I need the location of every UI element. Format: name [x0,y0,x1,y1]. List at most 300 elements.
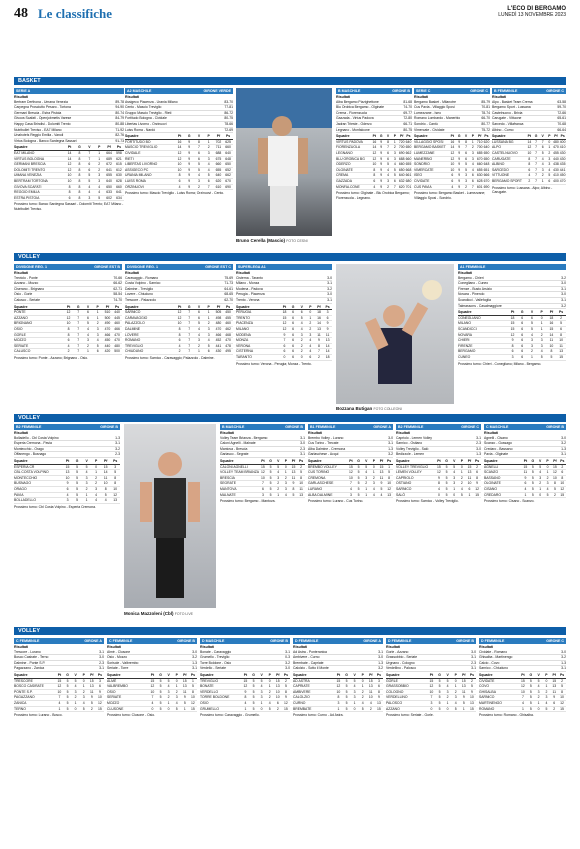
stat-value: 0 [460,464,463,469]
stat-value: 10 [549,343,554,348]
stat-value: 10 [67,178,72,183]
basket-photo [236,88,332,236]
stat-value: 13 [559,349,564,354]
teams-label: Squadre [14,145,28,150]
stat-label: Pt [527,134,532,139]
stat-value: 2 [67,349,70,354]
column-header [484,424,566,430]
table-row [14,196,124,202]
stat-value: 5 [252,700,255,705]
stat-value: 5 [284,684,287,689]
stat-value: 500 [104,315,111,320]
team-name: MANTOVA [220,486,237,491]
league-name: C FEMMINILE [16,639,40,643]
stat-value: 2 [553,706,556,711]
stat-value: 10 [65,475,70,480]
teams-label: Squadre [14,672,28,677]
stat-value: 5 [207,173,210,178]
stat-value: 12 [67,162,72,167]
stat-value: 11 [462,689,466,694]
score: 3-1 [99,649,104,654]
stat-value: 6 [521,343,524,348]
results-label: Risultati [14,645,29,649]
league-name: DIVISIONE REG. 1 [127,265,158,269]
stat-value: 6 [292,315,295,320]
stat-value: 6 [451,178,454,183]
stat-value: 13 [182,684,187,689]
stat-value: 5 [96,343,99,348]
stat-value: 5 [269,492,272,497]
stat-value: 8 [388,475,391,480]
team-name: SALÒ [396,492,406,497]
stat-label: G [357,458,360,463]
stat-label: G [252,672,255,677]
team-name: AZZANO [14,315,28,320]
stat-value: 2 [318,354,320,359]
stat-label: P [268,672,271,677]
league-name: B2 FEMMINILE [16,425,42,429]
stat-value: 6 [309,354,312,359]
stat-value: 6 [541,145,544,150]
stat-value: 10 [66,321,71,326]
stat-value: 5 [87,321,89,326]
stat-value: 5 [445,464,448,469]
stat-value: 5 [300,470,303,475]
stat-value: 9 [188,162,191,167]
stat-value: 9 [380,150,383,155]
stat-value: 7 [188,315,191,320]
stat-value: 8 [560,332,563,337]
stat-value: 3 [95,486,98,491]
stat-value: 4 [151,700,154,705]
stat-value: 2 [82,689,85,694]
stat-value: 470 [104,326,111,331]
stat-value: 0 [446,706,449,711]
stat-value: 4 [546,486,549,491]
stat-value: 450 [559,173,566,178]
stat-label: Pf [369,672,373,677]
table-row [107,707,197,713]
stat-value: 640 [225,150,231,155]
stat-value: 5 [345,684,348,689]
league-group: GIRONE A [373,425,391,429]
stat-value: 4 [284,492,287,497]
stat-value: 650 [398,167,405,172]
stat-value: 6 [524,481,527,486]
stat-value: 5 [357,464,360,469]
stat-value: 14 [67,156,72,161]
stat-value: 9 [458,139,461,144]
match: Germani Brescia - Estra Pistoia [14,110,62,115]
team-name: LEGNANO [336,150,353,155]
stat-value: 10 [553,475,557,480]
match: Torre Boldone - Osio [200,660,232,665]
stat-value: 18 [317,310,321,315]
stat-value: 620 [398,184,405,189]
stat-label: V [541,134,544,139]
stat-value: 7 [430,695,433,700]
teams-label: Squadre [293,672,307,677]
league-name: B1 FEMMINILE [310,425,336,429]
next-round-note: Prossimo turno: Lussana - Alpo; Albino - Carugate. [492,185,553,195]
column-header [14,638,104,644]
stat-value: 1 [87,349,89,354]
match: Firenze - Busto Arsizio [458,286,492,291]
score: 1-3 [476,452,481,457]
stat-value: 498 [215,315,222,320]
stat-value: 5 [445,475,448,480]
stat-value: 4 [309,349,312,354]
stat-value: 12 [177,315,182,320]
stat-value: 2 [361,689,364,694]
stat-value: 652 [225,167,231,172]
stat-value: 2 [546,475,549,480]
stat-value: 7 [188,321,191,326]
team-name: GRASSOBBIO [386,684,409,689]
score: 3-0 [327,275,332,280]
stat-label: G [457,134,461,139]
league-group: GIRONE B [285,425,303,429]
stat-value: 4 [87,332,89,337]
stat-value: 664 [106,150,112,155]
result-row [107,666,197,672]
stat-value: 9 [458,145,461,150]
score: 69-77 [403,110,412,115]
stat-label: V [74,672,77,677]
stat-value: 3 [453,475,456,480]
team-name: TRESCORE [14,678,33,683]
stat-value: 13 [89,684,94,689]
stat-value: 660 [116,184,122,189]
team-name: BOSCO CASIRATE [14,684,44,689]
stat-value: 6 [276,700,279,705]
stat-value: 15 [461,678,466,683]
stat-label: P [454,672,457,677]
team-name: FIORENZUOLA [336,145,361,150]
league-name: B MASCHILE [338,89,361,93]
team-name: CUS TORINO [308,470,330,475]
results-label: Risultati [125,95,140,99]
stat-value: 410 [553,173,559,178]
results-label: Risultati [236,271,251,275]
stat-value: 5 [445,470,448,475]
teams-label: Squadre [414,134,428,139]
stat-value: 445 [114,315,120,320]
stat-value: 8 [337,695,340,700]
stat-value: 4 [521,700,524,705]
score: 72-69 [224,127,233,132]
team-name: ASSIGECO PC [125,167,149,172]
stat-value: 12 [387,486,391,491]
league-name: D FEMMINILE [295,639,319,643]
stat-value: 3 [74,689,77,694]
results-label: Risultati [107,645,122,649]
score: 2-3 [476,441,481,446]
stat-value: 13 [552,684,557,689]
stat-value: 3 [87,338,89,343]
column-header [236,264,332,270]
stat-value: 5 [159,689,162,694]
stat-value: 470 [559,178,566,183]
score: 3-1 [327,297,332,302]
stat-value: 410 [559,145,566,150]
team-name: DALMINE [125,326,141,331]
stat-label: Pf [276,672,280,677]
stat-value: 5 [76,498,78,503]
stat-value: 5 [380,486,383,491]
stat-value: 9 [458,150,461,155]
stat-value: 2 [268,689,271,694]
match: Treviolo - Ponte [14,275,38,280]
league-group: GIRONE B [392,89,410,93]
stat-value: 6 [283,349,286,354]
stat-value: 16 [450,139,455,144]
stat-value: 5 [269,481,272,486]
stat-value: 12 [66,315,71,320]
stat-value: 2 [387,184,389,189]
team-name: ESPERIA CR [14,464,35,469]
stat-label: G [66,672,69,677]
stat-value: 5 [198,162,200,167]
stat-value: 3 [207,150,210,155]
stat-value: 5 [277,464,280,469]
stat-value: 8 [387,139,389,144]
score: 3-0 [471,649,476,654]
stat-value: 0 [540,315,543,320]
team-name: CONEGLIANO [458,315,481,320]
score: 3-1 [115,441,120,446]
stat-value: 5 [88,178,91,183]
match: Crema - Fiorenzuola [336,110,367,115]
stat-value: 6 [553,700,556,705]
result-row [125,128,233,134]
table-row [200,707,290,713]
stat-value: 620 [215,178,222,183]
score: 3-2 [561,275,566,280]
team-name: ORAGO [14,486,27,491]
match: Brembo Volley - Lurano [308,435,344,440]
stat-value: 7 [535,156,537,161]
stat-label: G [159,672,162,677]
table-row [293,707,383,713]
stat-value: 3 [465,178,467,183]
column-header [125,264,233,270]
team-name: MOZZO [107,700,120,705]
stat-value: 10 [470,695,474,700]
stat-value: 11 [299,486,303,491]
stat-value: 420 [104,349,111,354]
table-row [386,707,476,713]
stat-value: 9 [90,695,93,700]
column-header [107,638,197,644]
team-name: URANIA MILANO [125,173,152,178]
standings-column [458,264,566,408]
team-name: VITTUONE [492,173,510,178]
stat-label: Pt [150,672,155,677]
stat-value: 478 [225,343,231,348]
stat-value: 5 [345,695,348,700]
stat-value: 9 [98,689,101,694]
team-name: ALMÈ [107,678,117,683]
stat-value: 10 [450,162,455,167]
team-name: ROMANO [125,338,141,343]
stat-value: 4 [545,700,548,705]
stat-value: 15 [57,678,62,683]
score: 80-74 [115,110,124,115]
stat-value: 3 [539,475,542,480]
next-round-note: Prossimo turno: Olginate - Blu Orobica Bergamo; Fiorenzuola - Legnano. [336,191,410,200]
stat-label: P [207,134,210,139]
match: Jadran Trieste - Oderzo [336,121,372,126]
team-name: BRESCIA [220,475,235,480]
stat-value: 441 [215,343,222,348]
results-label: Risultati [414,95,429,99]
table-row [484,493,566,499]
stat-label: G [445,458,448,463]
stat-value: 3 [540,343,543,348]
stat-value: 11 [549,338,554,343]
stat-value: 3 [393,156,396,161]
stat-value: 0 [82,678,85,683]
stat-value: 4 [244,700,247,705]
stat-value: 660 [215,162,222,167]
stat-value: 7 [535,139,537,144]
stat-value: 4 [537,684,540,689]
team-name: PONTE [14,310,26,315]
stat-label: G [187,134,191,139]
team-name: FORTITUDO BO [125,139,151,144]
table-row [125,349,233,355]
score: 78-74 [481,110,490,115]
stat-label: Pt [177,304,182,309]
stat-value: 675 [215,156,222,161]
stat-value: 5 [82,706,85,711]
team-name: CAPRIATE [293,684,310,689]
team-name: ESTRA PISTOIA [14,195,40,200]
team-name: ORZINUOVI [125,184,144,189]
stat-value: 688 [215,150,222,155]
table-row [220,493,305,499]
stat-value: 5 [159,695,162,700]
stat-value: 15 [521,678,525,683]
result-row [200,666,290,672]
stat-value: 5 [252,678,255,683]
match: Scanzo - Gussago [484,441,512,446]
stat-label: P [546,458,549,463]
results-label: Risultati [125,271,140,275]
stat-value: 4 [548,167,551,172]
stat-value: 1 [393,139,396,144]
stat-value: 5 [546,492,549,497]
stat-value: 12 [450,156,455,161]
stat-value: 3 [541,167,544,172]
team-name: SCANDICCI [458,326,477,331]
next-round-note: Prossimo turno: Cisano - Scanzo. [484,499,535,504]
stat-value: 10 [559,338,564,343]
team-name: VERDELLINO [386,695,408,700]
team-name: VOLLEY TEAM BRIANZA [220,470,260,475]
volley-photo-1 [336,264,454,404]
stat-value: 5 [550,354,553,359]
match: Cisterna - Taranto [236,275,263,280]
stat-value: 7 [349,481,352,486]
team-name: CREDARO [484,492,501,497]
stat-value: 5 [357,470,360,475]
stat-value: 1 [98,156,101,161]
stat-value: 3 [300,332,303,337]
column-header [336,88,412,94]
standings-column [484,424,566,620]
stat-label: P [96,304,99,309]
result-row [492,128,566,134]
team-name: PERUGIA [236,310,252,315]
stat-label: Pt [429,672,434,677]
match: Modena - Padova [236,286,263,291]
stat-label: Ps [484,134,489,139]
match: Romano Lombardo - Manerbio [414,116,461,121]
score: 3-0 [561,292,566,297]
match: Alba Bergamo Pizzighettone [336,99,379,104]
stat-value: 5 [159,678,162,683]
score: 3-1 [300,435,305,440]
stat-value: 5 [357,492,360,497]
stat-value: 14 [372,145,377,150]
stat-value: 3 [85,475,88,480]
stat-value: 9 [380,481,383,486]
stat-value: 3 [471,150,474,155]
stat-value: 5 [292,492,295,497]
score: 89-78 [115,99,124,104]
stat-value: 480 [215,321,222,326]
stat-label: G [76,304,80,309]
stat-value: 7 [88,156,91,161]
results-label: Risultati [396,431,411,435]
stat-value: 10 [467,481,472,486]
stat-value: 1 [460,470,463,475]
stat-value: 598 [116,150,122,155]
stat-value: 2 [548,150,551,155]
table-row [458,355,566,361]
match: Scandicci - Vallefoglia [458,297,491,302]
stat-value: 12 [527,145,532,150]
stat-value: 650 [225,162,231,167]
stat-value: 9 [183,695,186,700]
stat-value: 3 [175,695,178,700]
stat-value: 2 [207,321,210,326]
team-name: CALOLZIO [293,695,310,700]
score: 75-69 [224,275,233,280]
stat-value: 8 [553,481,556,486]
stat-value: 4 [541,162,544,167]
team-name: SARCEDO [492,167,509,172]
stat-value: 3 [465,173,467,178]
stat-label: Pf [291,458,296,463]
stat-value: 4 [74,684,77,689]
stat-label: G [531,458,535,463]
stat-value: 1 [388,464,391,469]
score: 78-66 [224,121,233,126]
score: 3-0 [285,666,290,671]
stat-value: 6 [528,167,531,172]
stat-value: 0 [175,678,178,683]
stat-value: 2 [87,343,89,348]
stat-value: 3 [284,481,287,486]
team-name: VALBREMBO [107,684,128,689]
match: Bergamo Sport - Lussana [492,105,531,110]
stat-value: 11 [523,470,528,475]
stat-value: 3 [372,481,375,486]
stat-label: Pt [336,672,341,677]
